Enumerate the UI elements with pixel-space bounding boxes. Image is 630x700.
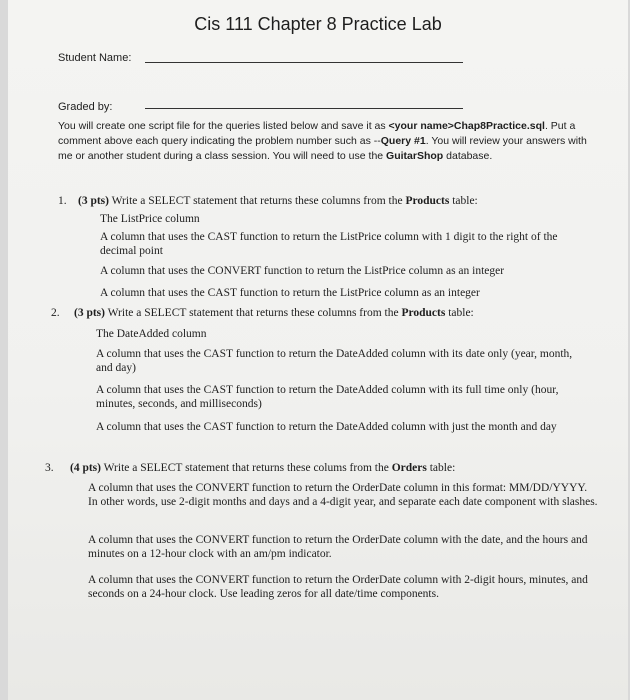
question-1-item-3: A column that uses the CONVERT function to return the ListPrice column as an integer — [100, 265, 505, 277]
intro-file-name: <your name>Chap8Practice.sql — [388, 120, 545, 132]
graded-by-line — [145, 108, 463, 109]
question-2-item-3: A column that uses the CAST function to return the DateAdded column with its full time only (hour, minutes, seconds, and milliseconds) — [96, 384, 559, 410]
question-2-item-4: A column that uses the CAST function to return the DateAdded column with just the month and day — [96, 421, 557, 433]
question-1-number: 1. — [58, 195, 67, 207]
question-2-number: 2. — [51, 307, 60, 319]
question-2-item-1: The DateAdded column — [96, 328, 207, 340]
question-2-text-end: table: — [445, 307, 474, 319]
intro-query-example: Query #1 — [380, 135, 426, 147]
question-2-table: Products — [401, 307, 446, 319]
graded-by-label: Graded by: — [58, 101, 113, 113]
page-title: Cis 111 Chapter 8 Practice Lab — [194, 14, 442, 34]
question-3-item-1: A column that uses the CONVERT function to return the OrderDate column in this format: MM/DD/YYYY. In other words, use 2-digit months and days and a 4-digit year, and separate each date component with slashes. — [88, 482, 598, 508]
intro-db-name: GuitarShop — [386, 150, 444, 162]
question-2-heading — [74, 306, 594, 320]
question-3-heading — [70, 461, 600, 475]
worksheet-page — [8, 0, 628, 700]
question-2-item-2: A column that uses the CAST function to return the DateAdded column with its date only (year, month, and day) — [96, 348, 573, 374]
question-3-text: Write a SELECT statement that returns these colums from the — [101, 462, 392, 474]
question-3-table: Orders — [391, 462, 427, 474]
question-2-points: (3 pts) — [74, 307, 105, 319]
instructions-paragraph — [58, 119, 588, 164]
student-name-line — [145, 62, 463, 63]
question-1-item-1: The ListPrice column — [100, 213, 200, 225]
question-1-item-2: A column that uses the CAST function to return the ListPrice column with 1 digit to the right of the decimal point — [100, 231, 558, 257]
question-3-points: (4 pts) — [70, 462, 101, 474]
intro-text-2: . Put a comment above each query indicating the problem number such as -- — [58, 120, 576, 147]
question-3-text-end: table: — [426, 462, 456, 474]
question-1-points: (3 pts) — [78, 195, 109, 207]
question-1-table: Products — [405, 195, 450, 207]
question-1-heading — [78, 194, 598, 208]
question-2-text: Write a SELECT statement that returns these columns from the — [105, 307, 402, 319]
intro-text-4: database. — [443, 150, 493, 162]
intro-text-3: . You will review your answers with me or another student during a class session. You will need to use the — [58, 135, 587, 162]
question-1-text: Write a SELECT statement that returns these columns from the — [109, 195, 406, 207]
question-3-item-2: A column that uses the CONVERT function to return the OrderDate column with the date, and the hours and minutes on a 12-hour clock with an am/pm indicator. — [88, 534, 588, 560]
question-1-text-end: table: — [449, 195, 478, 207]
intro-text-1: You will create one script file for the queries listed below and save it as — [58, 120, 389, 132]
question-3-item-3: A column that uses the CONVERT function to return the OrderDate column with 2-digit hours, minutes, and seconds on a 24-hour clock. Use leading zeros for all date/time components. — [88, 574, 588, 600]
question-3-number: 3. — [45, 462, 54, 474]
question-1-item-4: A column that uses the CAST function to return the ListPrice column as an integer — [100, 287, 480, 299]
student-name-label: Student Name: — [58, 52, 132, 64]
